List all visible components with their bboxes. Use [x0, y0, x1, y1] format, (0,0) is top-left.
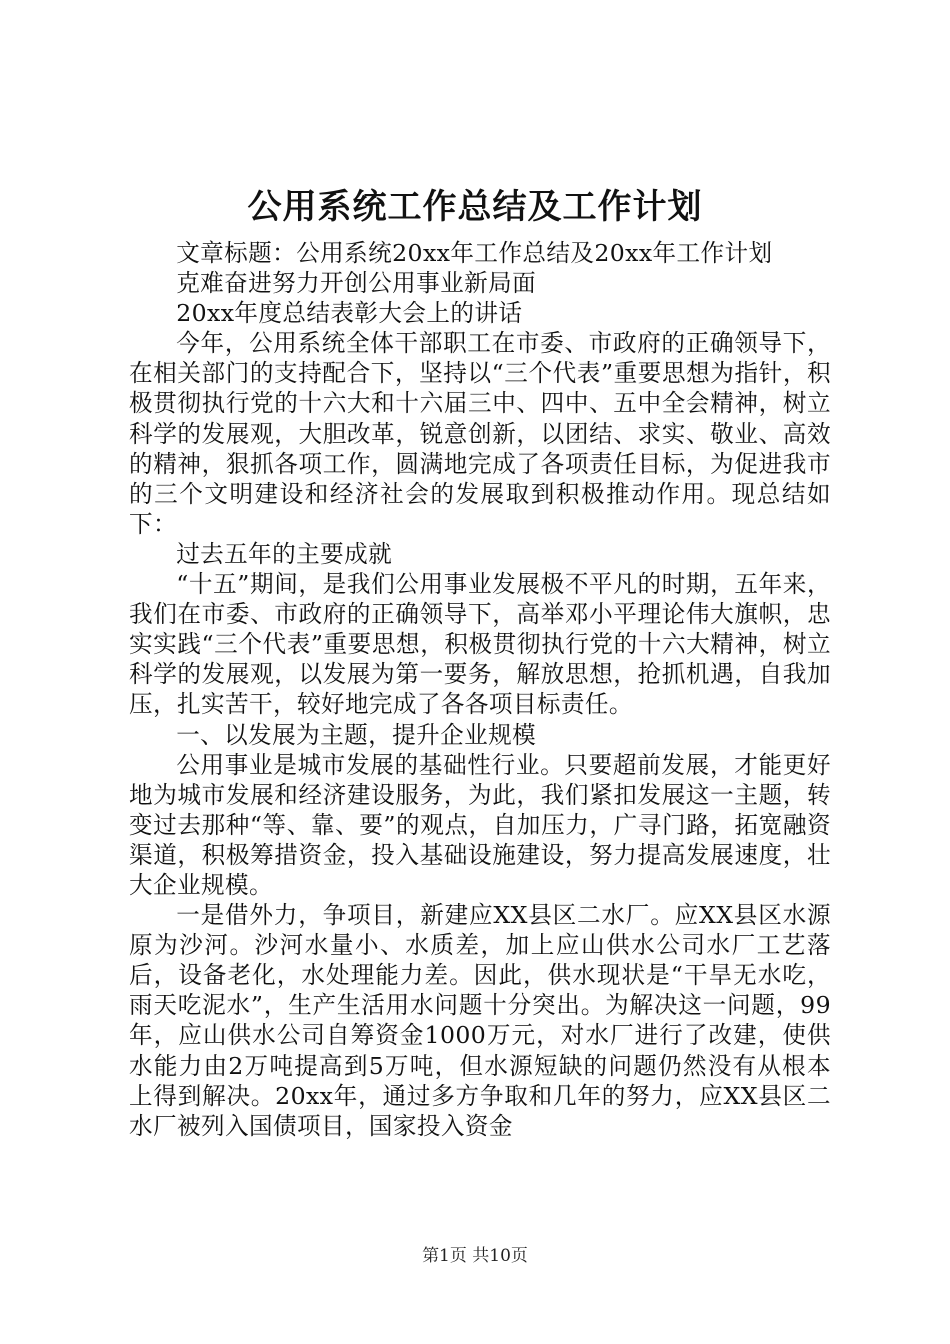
section-heading-achievements: 过去五年的主要成就 — [176, 539, 393, 568]
section-heading-development: 一、以发展为主题，提升企业规模 — [176, 720, 537, 749]
paragraph-speech-occasion: 20xx年度总结表彰大会上的讲话 — [176, 299, 523, 328]
paragraph-article-title: 文章标题：公用系统20xx年工作总结及20xx年工作计划 — [176, 239, 773, 267]
paragraph-water-plant: 一是借外力，争项目，新建应XX县区二水厂。应XX县区水源原为沙河。沙河水量小、水质差，加上应山供水公司水厂工艺落后，设备老化，水处理能力差。因此，供水现状是“干旱无水吃，雨天吃泥水”，生产生活用水问题十分突出。为解决这一问题，99年，应山供水公司自筹资金1000万元，对水厂进行了改建，使供水能力由2万吨提高到5万吨，但水源短缺的问题仍然没有从根本上得到解决。20xx年，通过多方争取和几年的努力，应XX县区二水厂被列入国债项目，国家投入资金 — [129, 901, 831, 1140]
paragraph-subtitle: 克难奋进努力开创公用事业新局面 — [176, 269, 537, 298]
document-title: 公用系统工作总结及工作计划 — [247, 187, 703, 227]
paragraph-intro: 今年，公用系统全体干部职工在市委、市政府的正确领导下，在相关部门的支持配合下，坚持以“三个代表”重要思想为指针，积极贯彻执行党的十六大和十六届三中、四中、五中全会精神，树立科学的发展观，大胆改革，锐意创新，以团结、求实、敬业、高效的精神，狠抓各项工作，圆满地完成了各项责任目标，为促进我市的三个文明建设和经济社会的发展取到积极推动作用。现总结如下： — [129, 329, 831, 538]
page-number-footer: 第1页 共10页 — [422, 1246, 528, 1266]
paragraph-public-utilities: 公用事业是城市发展的基础性行业。只要超前发展，才能更好地为城市发展和经济建设服务，为此，我们紧扣发展这一主题，转变过去那种“等、靠、要”的观点，自加压力，广寻门路，拓宽融资渠道，积极筹措资金，投入基础设施建设，努力提高发展速度，壮大企业规模。 — [129, 750, 831, 899]
paragraph-fifteenth-plan: “十五”期间，是我们公用事业发展极不平凡的时期，五年来，我们在市委、市政府的正确领导下，高举邓小平理论伟大旗帜，忠实实践“三个代表”重要思想，积极贯彻执行党的十六大精神，树立科学的发展观，以发展为第一要务，解放思想，抢抓机遇，自我加压，扎实苦干，较好地完成了各各项目标责任。 — [129, 570, 831, 719]
document-body — [129, 238, 831, 1141]
